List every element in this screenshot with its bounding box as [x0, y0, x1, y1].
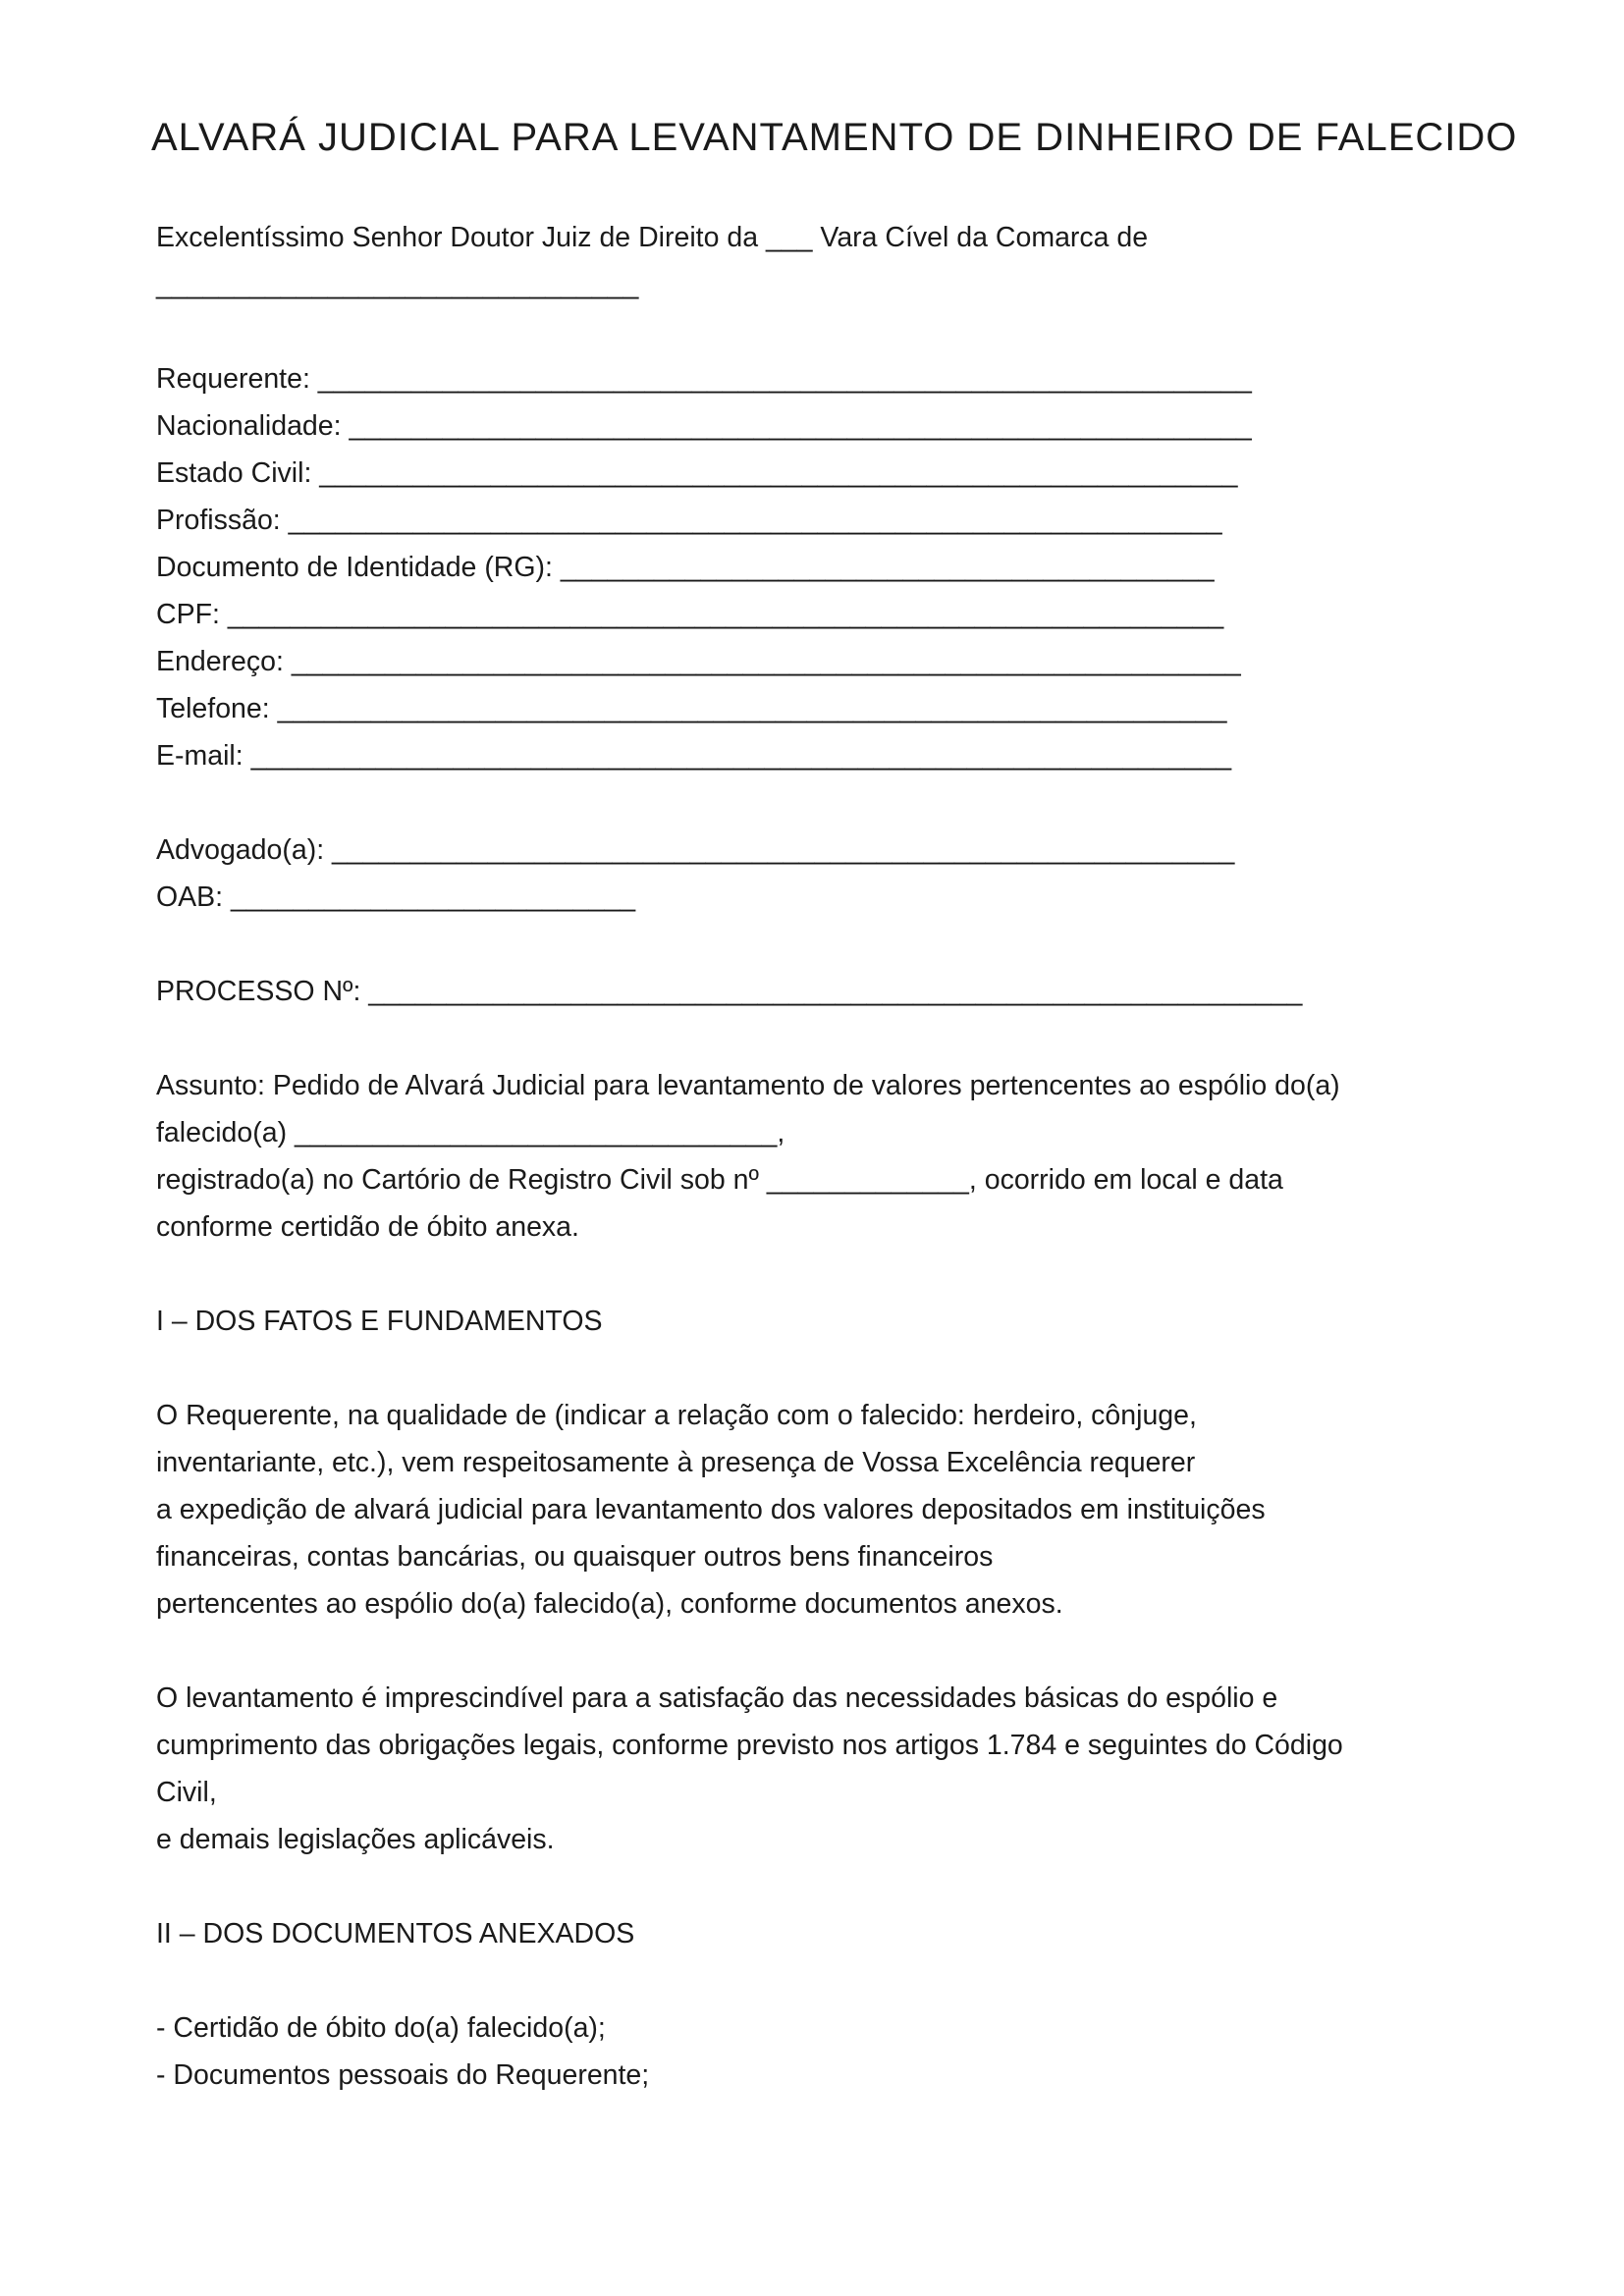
address-line-2: _______________________________	[156, 269, 639, 300]
field-advogado: Advogado(a): __________________________________________________________	[156, 834, 1235, 866]
field-requerente: Requerente: ____________________________________________________________	[156, 363, 1252, 395]
field-estado-civil: Estado Civil: ___________________________________________________________	[156, 457, 1238, 489]
field-oab: OAB: __________________________	[156, 881, 636, 913]
field-endereco: Endereço: _____________________________________________________________	[156, 646, 1241, 677]
assunto-line-4: conforme certidão de óbito anexa.	[156, 1211, 579, 1243]
paragraph-line: inventariante, etc.), vem respeitosamente à presença de Vossa Excelência requerer	[156, 1447, 1196, 1478]
paragraph-line: e demais legislações aplicáveis.	[156, 1824, 555, 1855]
section-heading-fatos: I – DOS FATOS E FUNDAMENTOS	[156, 1306, 603, 1337]
assunto-line-1: Assunto: Pedido de Alvará Judicial para levantamento de valores pertencentes ao espólio do(a)	[156, 1070, 1340, 1101]
spacer	[156, 921, 1531, 968]
paragraph-line: financeiras, contas bancárias, ou quaisquer outros bens financeiros	[156, 1541, 994, 1573]
field-nacionalidade: Nacionalidade: __________________________________________________________	[156, 410, 1252, 442]
spacer	[156, 779, 1531, 827]
paragraph-line: cumprimento das obrigações legais, conforme previsto nos artigos 1.784 e seguintes do Código	[156, 1730, 1343, 1761]
spacer	[156, 1628, 1531, 1675]
list-item: - Documentos pessoais do Requerente;	[156, 2059, 650, 2091]
field-processo: PROCESSO Nº: ____________________________________________________________	[156, 976, 1303, 1007]
spacer	[156, 1251, 1531, 1298]
paragraph-line: O levantamento é imprescindível para a satisfação das necessidades básicas do espólio e	[156, 1682, 1278, 1714]
field-cpf: CPF: ________________________________________________________________	[156, 599, 1224, 630]
field-email: E-mail: _______________________________________________________________	[156, 740, 1232, 772]
spacer	[156, 1015, 1531, 1062]
paragraph-line: pertencentes ao espólio do(a) falecido(a), conforme documentos anexos.	[156, 1588, 1063, 1620]
paragraph-line: a expedição de alvará judicial para levantamento dos valores depositados em instituições	[156, 1494, 1266, 1525]
spacer	[156, 308, 1531, 355]
assunto-line-2: falecido(a) _______________________________,	[156, 1117, 785, 1148]
document-body	[156, 214, 1531, 2099]
paragraph-line: Civil,	[156, 1777, 217, 1808]
spacer	[156, 1863, 1531, 1910]
section-heading-documentos: II – DOS DOCUMENTOS ANEXADOS	[156, 1918, 635, 1949]
spacer	[156, 1345, 1531, 1392]
list-item: - Certidão de óbito do(a) falecido(a);	[156, 2012, 606, 2044]
spacer	[156, 1957, 1531, 2004]
paragraph-line: O Requerente, na qualidade de (indicar a relação com o falecido: herdeiro, cônjuge,	[156, 1400, 1197, 1431]
address-line-1: Excelentíssimo Senhor Doutor Juiz de Direito da ___ Vara Cível da Comarca de	[156, 222, 1149, 253]
field-telefone: Telefone: _____________________________________________________________	[156, 693, 1227, 724]
field-rg: Documento de Identidade (RG): __________________________________________	[156, 552, 1215, 583]
field-profissao: Profissão: ____________________________________________________________	[156, 505, 1222, 536]
document-title: ALVARÁ JUDICIAL PARA LEVANTAMENTO DE DINHEIRO DE FALECIDO	[151, 116, 1518, 159]
assunto-line-3: registrado(a) no Cartório de Registro Civil sob nº _____________, ocorrido em local e data	[156, 1164, 1283, 1196]
